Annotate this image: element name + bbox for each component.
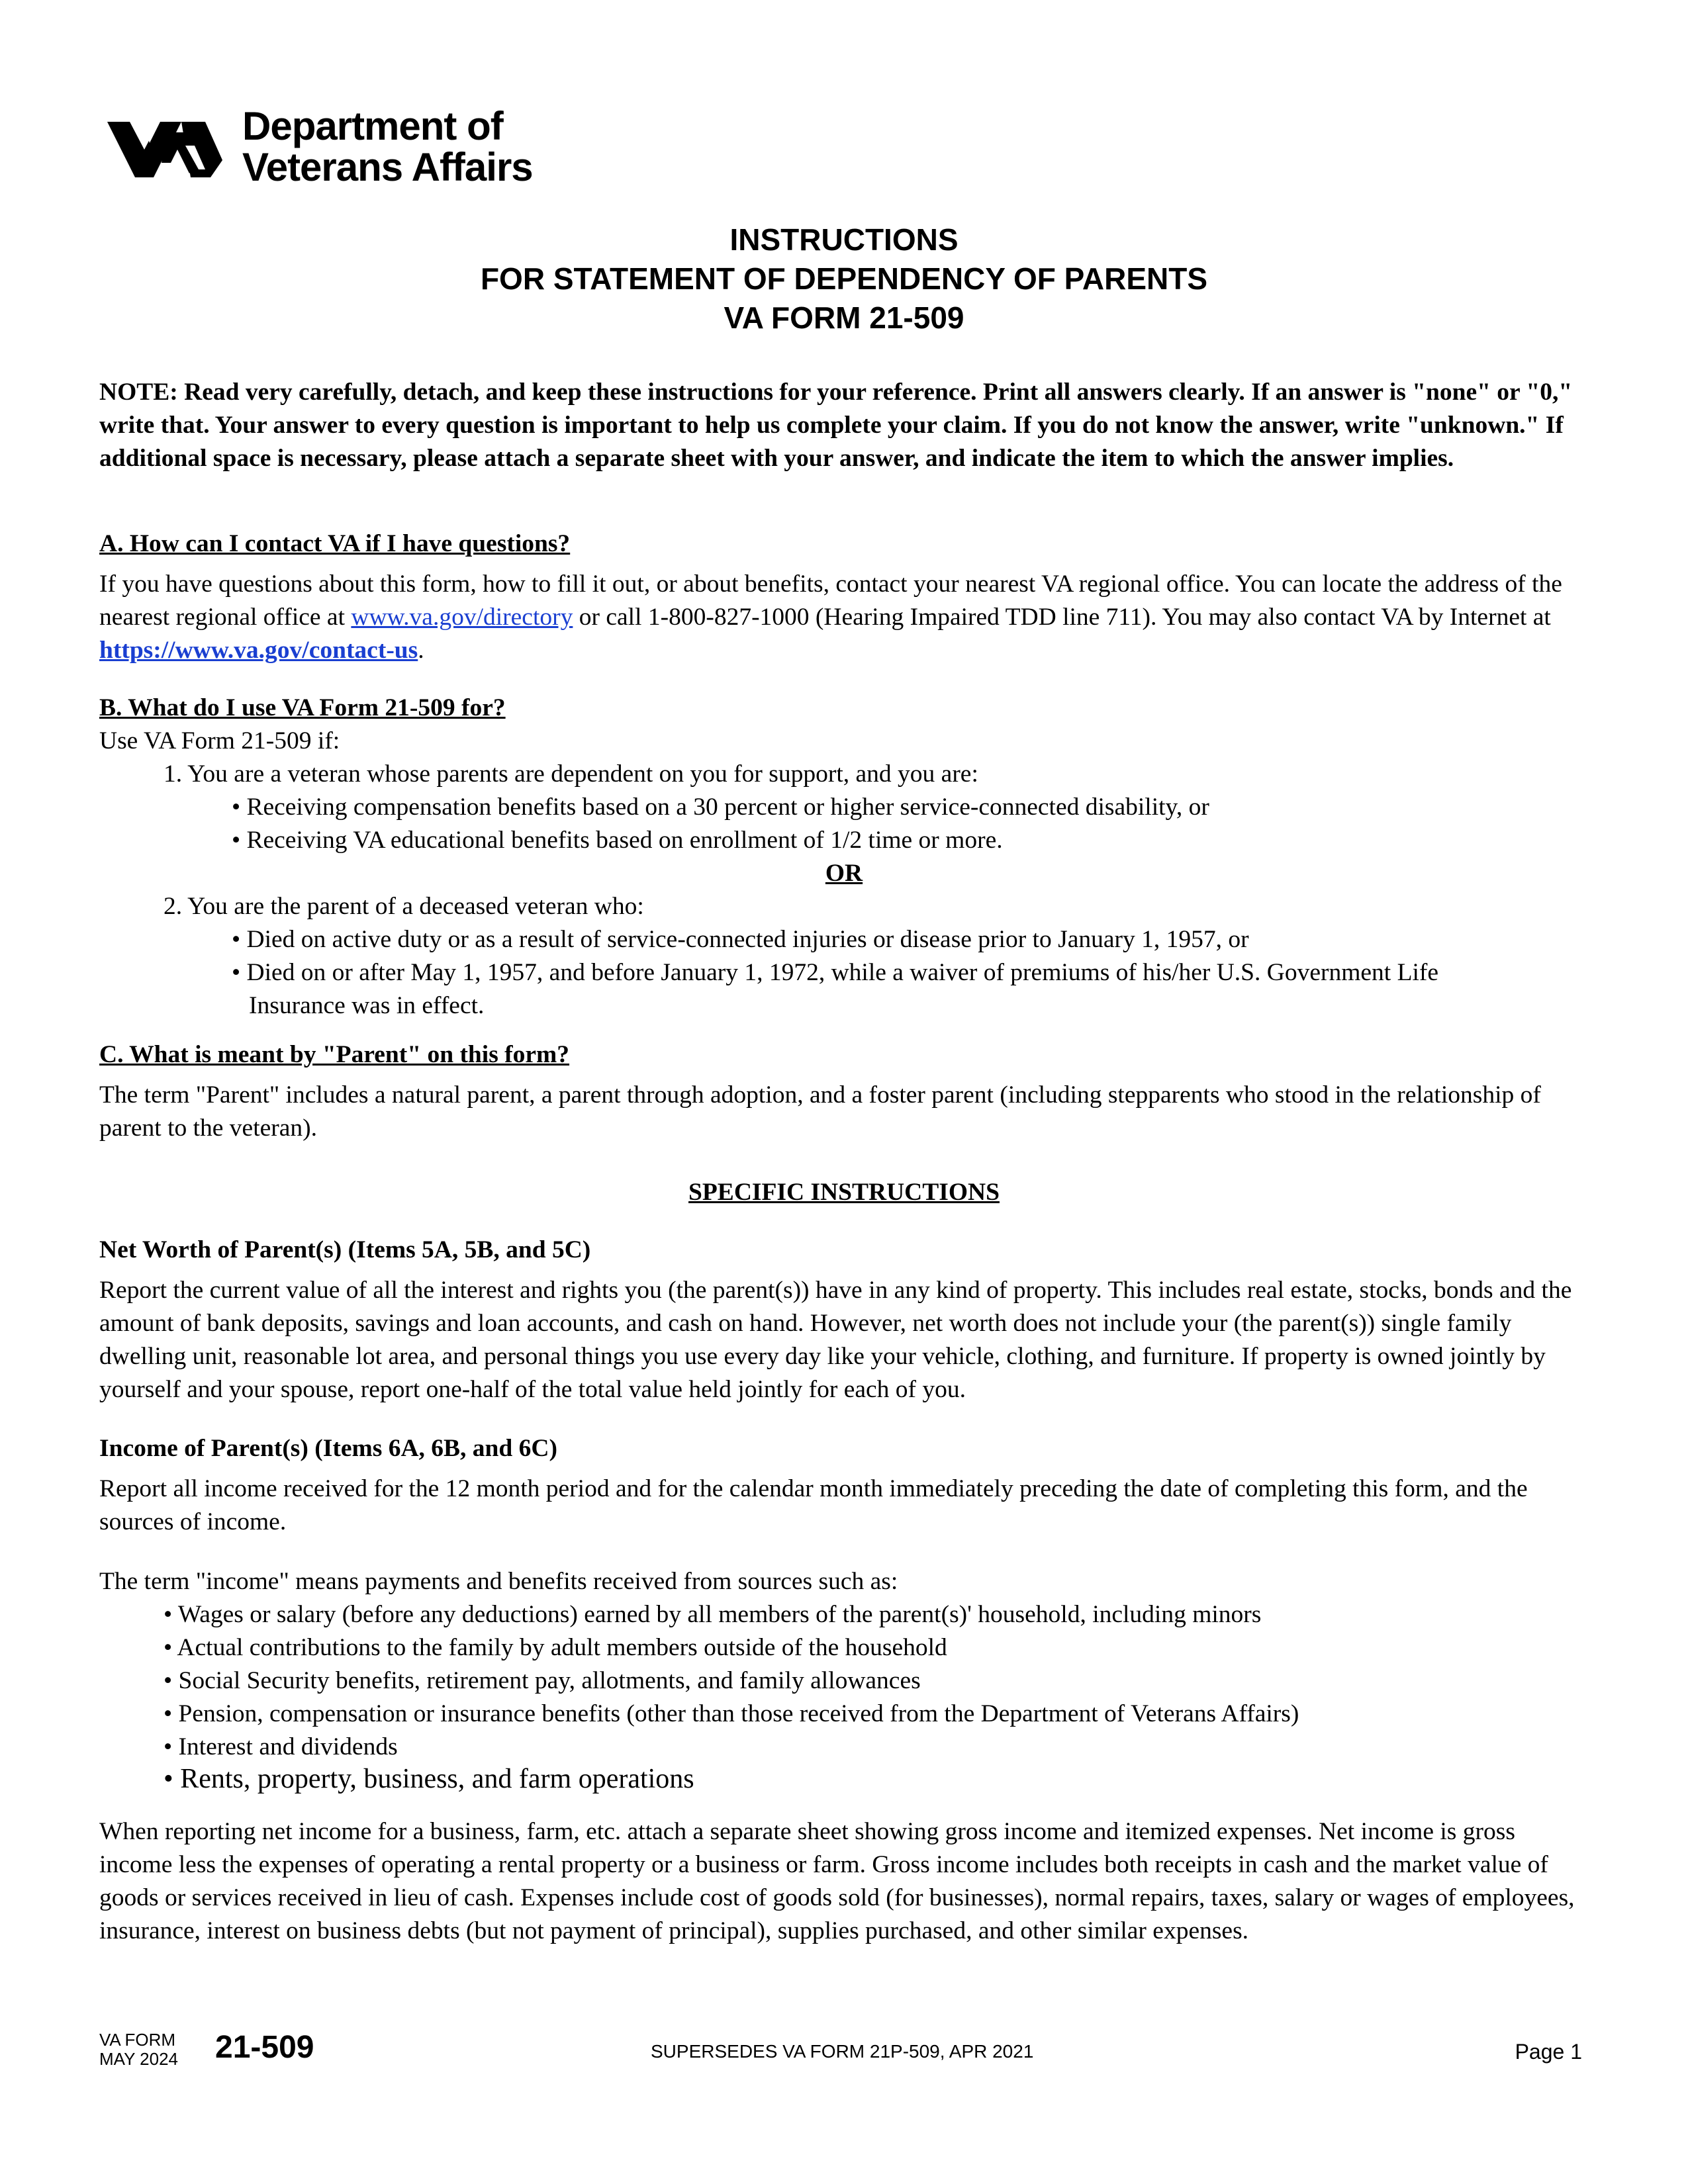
net-income-text: When reporting net income for a business, farm, etc. attach a separate sheet showing gross income and itemized expenses. Net income is gross income less the expenses of operating a rental property or a business or farm. Gross income includes both receipts in cash and the market value of goods or services received in lieu of cash. Expenses include cost of goods sold (for businesses), normal repairs, taxes, salary or wages of employees, insurance, interest on business debts (but not payment of principal), supplies purchased, and other similar expenses. xyxy=(99,1818,1575,1944)
footer-page-number: Page 1 xyxy=(1515,2040,1582,2064)
income-item: • Interest and dividends xyxy=(164,1733,398,1760)
logo-text xyxy=(242,106,533,188)
section-b-heading: B. What do I use VA Form 21-509 for? xyxy=(99,694,506,721)
section-b-item1-bullet1: • Receiving compensation benefits based on a 30 percent or higher service-connected disability, or xyxy=(232,794,1209,821)
section-b-or: OR xyxy=(825,860,863,887)
section-c-heading: C. What is meant by "Parent" on this form? xyxy=(99,1041,570,1068)
income-item: • Pension, compensation or insurance benefits (other than those received from the Department of Veterans Affairs) xyxy=(164,1700,1299,1727)
va-directory-link[interactable]: www.va.gov/directory xyxy=(351,604,573,631)
footer-date: MAY 2024 xyxy=(99,2049,179,2069)
specific-instructions-heading: SPECIFIC INSTRUCTIONS xyxy=(688,1179,1000,1206)
income-item: • Actual contributions to the family by adult members outside of the household xyxy=(164,1634,947,1661)
income-term: The term "income" means payments and benefits received from sources such as: xyxy=(99,1568,898,1595)
section-b-item2-bullet2-cont: Insurance was in effect. xyxy=(249,992,485,1019)
title-instructions: INSTRUCTIONS xyxy=(729,222,959,257)
title-form-purpose: FOR STATEMENT OF DEPENDENCY OF PARENTS xyxy=(480,261,1208,296)
section-a-heading: A. How can I contact VA if I have questions? xyxy=(99,530,571,557)
footer-form-number: 21-509 xyxy=(215,2030,314,2065)
section-a-text-part1: If you have questions about this form, how to fill it out, or about benefits, contact your nearest VA regional office. You can locate the address of the nearest regional office at xyxy=(99,570,1562,631)
section-b-item1: 1. You are a veteran whose parents are dependent on you for support, and you are: xyxy=(164,760,978,788)
section-a-text-part2: or call 1-800-827-1000 (Hearing Impaired TDD line 711). You may also contact VA by Internet at xyxy=(573,604,1551,631)
net-worth-heading: Net Worth of Parent(s) (Items 5A, 5B, and 5C) xyxy=(99,1236,591,1263)
income-item: • Social Security benefits, retirement pay, allotments, and family allowances xyxy=(164,1667,921,1694)
section-a-text xyxy=(99,568,1582,667)
footer-va-form: VA FORM xyxy=(99,2030,176,2050)
logo-line1: Department of xyxy=(242,104,503,148)
title-form-number: VA FORM 21-509 xyxy=(724,300,964,335)
note-paragraph: NOTE: Read very carefully, detach, and keep these instructions for your reference. Print all answers clearly. If an answer is "none" or "0," write that. Your answer to every question is important to help us complete your claim. If you do not know the answer, write "unknown." If additional space is necessary, please attach a separate sheet with your answer, and indicate the item to which the answer implies. xyxy=(99,379,1573,472)
section-b-item1-bullet2: • Receiving VA educational benefits based on enrollment of 1/2 time or more. xyxy=(232,827,1003,854)
footer-form-label xyxy=(99,2030,178,2069)
income-item: • Wages or salary (before any deductions) earned by all members of the parent(s)' household, including minors xyxy=(164,1601,1262,1628)
va-seal-icon xyxy=(106,109,224,188)
section-b-item2-bullet2: • Died on or after May 1, 1957, and before January 1, 1972, while a waiver of premiums of his/her U.S. Government Life xyxy=(232,959,1439,986)
net-worth-text: Report the current value of all the interest and rights you (the parent(s)) have in any kind of property. This includes real estate, stocks, bonds and the amount of bank deposits, savings and loan accounts, and cash on hand. However, net worth does not include your (the parent(s)) single family dwelling unit, reasonable lot area, and personal things you use every day like your vehicle, clothing, and furniture. If property is owned jointly by yourself and your spouse, report one-half of the total value held jointly for each of you. xyxy=(99,1277,1572,1403)
section-b-item2: 2. You are the parent of a deceased veteran who: xyxy=(164,893,644,920)
va-contact-us-link[interactable]: https://www.va.gov/contact-us xyxy=(99,637,418,664)
logo-line2: Veterans Affairs xyxy=(242,145,533,189)
section-a-text-part3: . xyxy=(418,637,424,664)
footer-supersedes: SUPERSEDES VA FORM 21P-509, APR 2021 xyxy=(651,2041,1034,2062)
section-b-intro: Use VA Form 21-509 if: xyxy=(99,727,340,754)
income-heading: Income of Parent(s) (Items 6A, 6B, and 6C) xyxy=(99,1435,557,1462)
income-text: Report all income received for the 12 month period and for the calendar month immediately preceding the date of completing this form, and the sources of income. xyxy=(99,1475,1528,1535)
section-b-item2-bullet1: • Died on active duty or as a result of service-connected injuries or disease prior to January 1, 1957, or xyxy=(232,926,1249,953)
income-item: • Rents, property, business, and farm operations xyxy=(164,1764,694,1794)
section-c-text: The term "Parent" includes a natural parent, a parent through adoption, and a foster parent (including stepparents who stood in the relationship of parent to the veteran). xyxy=(99,1081,1541,1142)
